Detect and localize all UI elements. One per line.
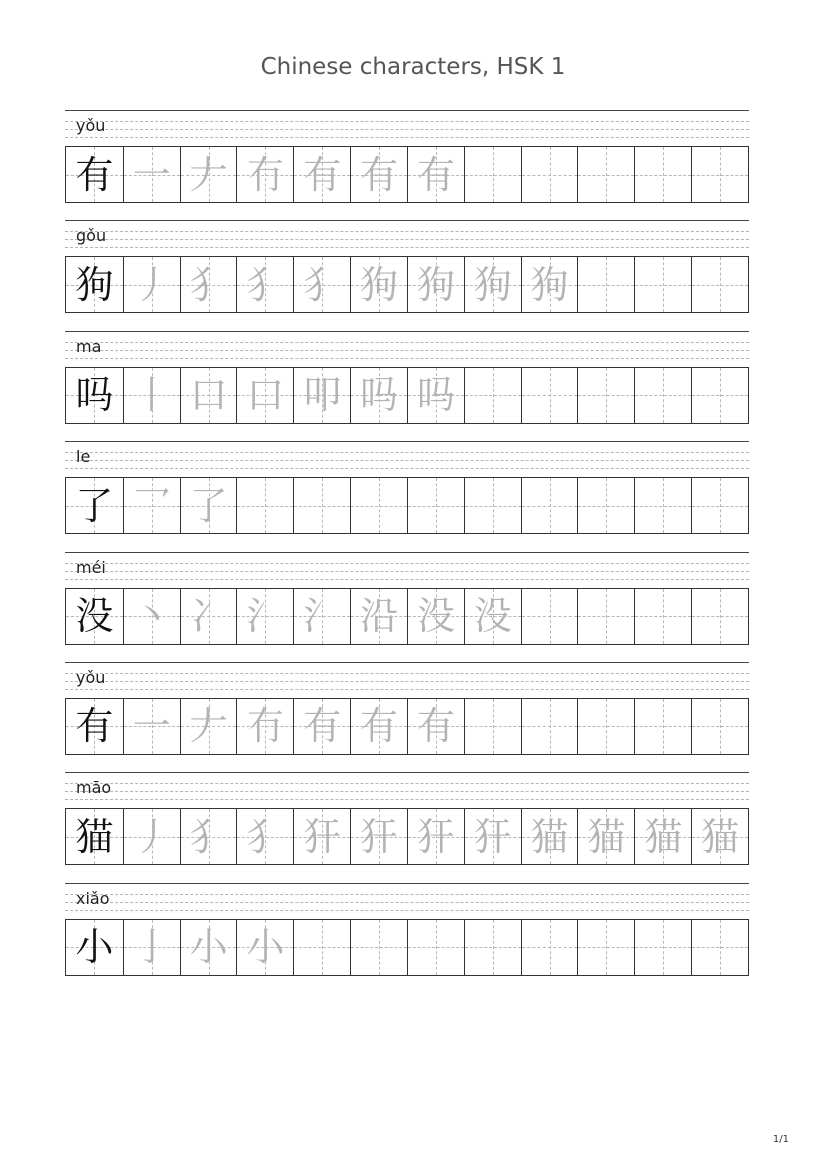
model-character-cell: [66, 809, 123, 864]
stroke-trace-character: 冇: [246, 152, 285, 197]
practice-cell[interactable]: [634, 478, 691, 533]
practice-cell[interactable]: [293, 699, 350, 754]
practice-cell[interactable]: [634, 699, 691, 754]
stroke-trace-character: 吗: [360, 373, 399, 418]
pinyin-guide-line: [65, 110, 749, 111]
practice-cell[interactable]: [236, 478, 293, 533]
page-title: Chinese characters, HSK 1: [260, 54, 566, 80]
stroke-trace-character: 丶: [132, 594, 171, 639]
practice-cell[interactable]: [407, 368, 464, 423]
character-grid: [65, 367, 749, 424]
stroke-trace-character: 有: [303, 704, 342, 749]
practice-cell[interactable]: [123, 699, 180, 754]
practice-cell[interactable]: [350, 809, 407, 864]
model-character-cell: [66, 589, 123, 644]
stroke-trace-character: 有: [360, 152, 399, 197]
practice-cell[interactable]: [293, 257, 350, 312]
practice-cell[interactable]: [293, 589, 350, 644]
model-character-cell: [66, 368, 123, 423]
pinyin-guide-line: [65, 460, 749, 461]
stroke-trace-character: 有: [416, 704, 455, 749]
model-character: 狗: [75, 262, 114, 307]
stroke-trace-character: 亅: [132, 925, 171, 970]
stroke-trace-character: 沿: [360, 594, 399, 639]
pinyin-label: ma: [76, 336, 102, 356]
practice-cell[interactable]: [634, 809, 691, 864]
pinyin-guide-line: [65, 673, 749, 674]
practice-cell[interactable]: [236, 147, 293, 202]
practice-cell[interactable]: [464, 920, 521, 975]
pinyin-guide-line: [65, 883, 749, 884]
model-character-cell: [66, 699, 123, 754]
stroke-trace-character: 吗: [416, 373, 455, 418]
practice-cell[interactable]: [236, 920, 293, 975]
stroke-trace-character: 一: [132, 152, 171, 197]
practice-cell[interactable]: [577, 920, 634, 975]
pinyin-guide-line: [65, 689, 749, 690]
practice-cell[interactable]: [691, 257, 748, 312]
stroke-trace-character: 丿: [132, 814, 171, 859]
practice-cell[interactable]: [180, 920, 237, 975]
stroke-trace-character: 犴: [416, 814, 455, 859]
practice-cell[interactable]: [691, 809, 748, 864]
practice-cell[interactable]: [577, 589, 634, 644]
pinyin-guide-line: [65, 772, 749, 773]
practice-cell[interactable]: [123, 257, 180, 312]
character-grid: [65, 146, 749, 203]
practice-cell[interactable]: [180, 147, 237, 202]
practice-row: [0, 552, 826, 662]
pinyin-guide-line: [65, 563, 749, 564]
pinyin-guide-line: [65, 662, 749, 663]
model-character: 有: [75, 704, 114, 749]
stroke-trace-character: 狗: [473, 262, 512, 307]
practice-cell[interactable]: [407, 699, 464, 754]
stroke-trace-character: 猫: [530, 814, 569, 859]
practice-cell[interactable]: [407, 478, 464, 533]
stroke-trace-character: 狗: [530, 262, 569, 307]
pinyin-guide-line: [65, 220, 749, 221]
practice-cell[interactable]: [123, 809, 180, 864]
stroke-trace-character: 有: [416, 152, 455, 197]
practice-cell[interactable]: [464, 257, 521, 312]
pinyin-guide-line: [65, 452, 749, 453]
stroke-trace-character: 冫: [189, 594, 228, 639]
practice-cell[interactable]: [123, 589, 180, 644]
practice-cell[interactable]: [236, 589, 293, 644]
stroke-trace-character: 𠂇: [189, 704, 228, 749]
practice-cell[interactable]: [350, 257, 407, 312]
pinyin-guide-line: [65, 902, 749, 903]
stroke-trace-character: 犴: [360, 814, 399, 859]
stroke-trace-character: 氵: [246, 594, 285, 639]
practice-cell[interactable]: [577, 699, 634, 754]
practice-cell[interactable]: [521, 589, 578, 644]
practice-cell[interactable]: [521, 257, 578, 312]
pinyin-guide-line: [65, 894, 749, 895]
practice-cell[interactable]: [521, 368, 578, 423]
practice-cell[interactable]: [123, 920, 180, 975]
model-character: 了: [75, 483, 114, 528]
character-grid: [65, 919, 749, 976]
pinyin-guide-line: [65, 910, 749, 911]
practice-cell[interactable]: [236, 809, 293, 864]
practice-cell[interactable]: [350, 147, 407, 202]
stroke-trace-character: 没: [473, 594, 512, 639]
pinyin-label: yǒu: [76, 667, 106, 687]
page-number: 1/1: [772, 1134, 789, 1145]
pinyin-guide-line: [65, 342, 749, 343]
practice-cell[interactable]: [634, 147, 691, 202]
practice-cell[interactable]: [350, 920, 407, 975]
practice-row: [0, 110, 826, 220]
stroke-trace-character: 𠂇: [189, 152, 228, 197]
stroke-trace-character: 一: [132, 704, 171, 749]
pinyin-guide-line: [65, 231, 749, 232]
stroke-trace-character: 狗: [360, 262, 399, 307]
stroke-trace-character: 没: [416, 594, 455, 639]
practice-cell[interactable]: [123, 147, 180, 202]
practice-cell[interactable]: [691, 147, 748, 202]
practice-cell[interactable]: [691, 478, 748, 533]
practice-row: [0, 662, 826, 772]
practice-cell[interactable]: [577, 809, 634, 864]
stroke-trace-character: 猫: [644, 814, 683, 859]
practice-cell[interactable]: [180, 257, 237, 312]
character-grid: [65, 698, 749, 755]
pinyin-guide-line: [65, 791, 749, 792]
practice-cell[interactable]: [180, 699, 237, 754]
stroke-trace-character: 口: [246, 373, 285, 418]
practice-cell[interactable]: [634, 920, 691, 975]
pinyin-guide-line: [65, 247, 749, 248]
stroke-trace-character: 丨: [132, 373, 171, 418]
pinyin-guide-line: [65, 441, 749, 442]
practice-row: [0, 331, 826, 441]
character-grid: [65, 256, 749, 313]
practice-cell[interactable]: [521, 699, 578, 754]
practice-cell[interactable]: [407, 589, 464, 644]
model-character: 有: [75, 152, 114, 197]
pinyin-guide-line: [65, 350, 749, 351]
stroke-trace-character: 乛: [132, 483, 171, 528]
practice-cell[interactable]: [180, 478, 237, 533]
practice-cell[interactable]: [236, 699, 293, 754]
practice-cell[interactable]: [180, 368, 237, 423]
practice-cell[interactable]: [691, 589, 748, 644]
practice-cell[interactable]: [293, 920, 350, 975]
stroke-trace-character: 氵: [303, 594, 342, 639]
pinyin-guide-line: [65, 358, 749, 359]
pinyin-label: xiǎo: [76, 888, 110, 908]
model-character-cell: [66, 147, 123, 202]
practice-cell[interactable]: [577, 368, 634, 423]
practice-cell[interactable]: [293, 478, 350, 533]
practice-cell[interactable]: [407, 809, 464, 864]
stroke-trace-character: 口: [189, 373, 228, 418]
practice-cell[interactable]: [293, 147, 350, 202]
practice-cell[interactable]: [123, 368, 180, 423]
stroke-trace-character: 犭: [246, 262, 285, 307]
practice-cell[interactable]: [521, 478, 578, 533]
model-character: 猫: [75, 814, 114, 859]
pinyin-guide-line: [65, 121, 749, 122]
pinyin-guide-line: [65, 137, 749, 138]
practice-cell[interactable]: [577, 147, 634, 202]
stroke-trace-character: 犭: [189, 814, 228, 859]
stroke-trace-character: 犭: [303, 262, 342, 307]
practice-cell[interactable]: [407, 257, 464, 312]
practice-row: [0, 441, 826, 551]
model-character-cell: [66, 257, 123, 312]
character-grid: [65, 808, 749, 865]
practice-cell[interactable]: [464, 699, 521, 754]
practice-cell[interactable]: [180, 809, 237, 864]
pinyin-guide-line: [65, 681, 749, 682]
practice-cell[interactable]: [293, 368, 350, 423]
stroke-trace-character: 有: [303, 152, 342, 197]
practice-cell[interactable]: [634, 257, 691, 312]
practice-cell[interactable]: [521, 809, 578, 864]
character-grid: [65, 477, 749, 534]
practice-cell[interactable]: [577, 257, 634, 312]
practice-cell[interactable]: [407, 920, 464, 975]
pinyin-guide-line: [65, 799, 749, 800]
practice-row: [0, 772, 826, 882]
pinyin-guide-line: [65, 129, 749, 130]
practice-cell[interactable]: [123, 478, 180, 533]
practice-cell[interactable]: [634, 368, 691, 423]
stroke-trace-character: 叩: [303, 373, 342, 418]
stroke-trace-character: 犭: [246, 814, 285, 859]
stroke-trace-character: 狗: [416, 262, 455, 307]
character-grid: [65, 588, 749, 645]
practice-cell[interactable]: [293, 809, 350, 864]
practice-cell[interactable]: [691, 699, 748, 754]
stroke-trace-character: 了: [189, 483, 228, 528]
practice-cell[interactable]: [350, 478, 407, 533]
pinyin-label: yǒu: [76, 116, 106, 135]
practice-cell[interactable]: [407, 147, 464, 202]
practice-cell[interactable]: [236, 368, 293, 423]
pinyin-guide-line: [65, 239, 749, 240]
pinyin-label: māo: [76, 778, 112, 798]
pinyin-label: le: [76, 447, 91, 467]
pinyin-guide-line: [65, 468, 749, 469]
practice-cell[interactable]: [464, 478, 521, 533]
practice-cell[interactable]: [691, 920, 748, 975]
stroke-trace-character: 犴: [473, 814, 512, 859]
stroke-trace-character: 冇: [246, 704, 285, 749]
model-character: 小: [75, 925, 114, 970]
pinyin-guide-line: [65, 571, 749, 572]
stroke-trace-character: 小: [246, 925, 285, 970]
practice-cell[interactable]: [350, 368, 407, 423]
practice-cell[interactable]: [464, 147, 521, 202]
stroke-trace-character: 犭: [189, 262, 228, 307]
practice-row: [0, 883, 826, 993]
stroke-trace-character: 犴: [303, 814, 342, 859]
practice-cell[interactable]: [350, 699, 407, 754]
pinyin-guide-line: [65, 552, 749, 553]
practice-cell[interactable]: [464, 589, 521, 644]
stroke-trace-character: 猫: [587, 814, 626, 859]
practice-cell[interactable]: [350, 589, 407, 644]
practice-cell[interactable]: [521, 920, 578, 975]
practice-rows: [0, 110, 826, 993]
pinyin-label: méi: [76, 557, 106, 577]
practice-cell[interactable]: [634, 589, 691, 644]
practice-cell[interactable]: [521, 147, 578, 202]
practice-cell[interactable]: [577, 478, 634, 533]
pinyin-label: gǒu: [76, 226, 107, 246]
stroke-trace-character: 猫: [701, 814, 740, 859]
practice-row: [0, 220, 826, 330]
stroke-trace-character: 有: [360, 704, 399, 749]
pinyin-guide-line: [65, 331, 749, 332]
model-character: 吗: [75, 373, 114, 418]
pinyin-guide-line: [65, 579, 749, 580]
model-character: 没: [75, 594, 114, 639]
practice-cell[interactable]: [464, 368, 521, 423]
practice-cell[interactable]: [464, 809, 521, 864]
model-character-cell: [66, 920, 123, 975]
stroke-trace-character: 丿: [132, 262, 171, 307]
practice-cell[interactable]: [691, 368, 748, 423]
practice-cell[interactable]: [180, 589, 237, 644]
pinyin-guide-line: [65, 783, 749, 784]
stroke-trace-character: 小: [189, 925, 228, 970]
practice-cell[interactable]: [236, 257, 293, 312]
model-character-cell: [66, 478, 123, 533]
